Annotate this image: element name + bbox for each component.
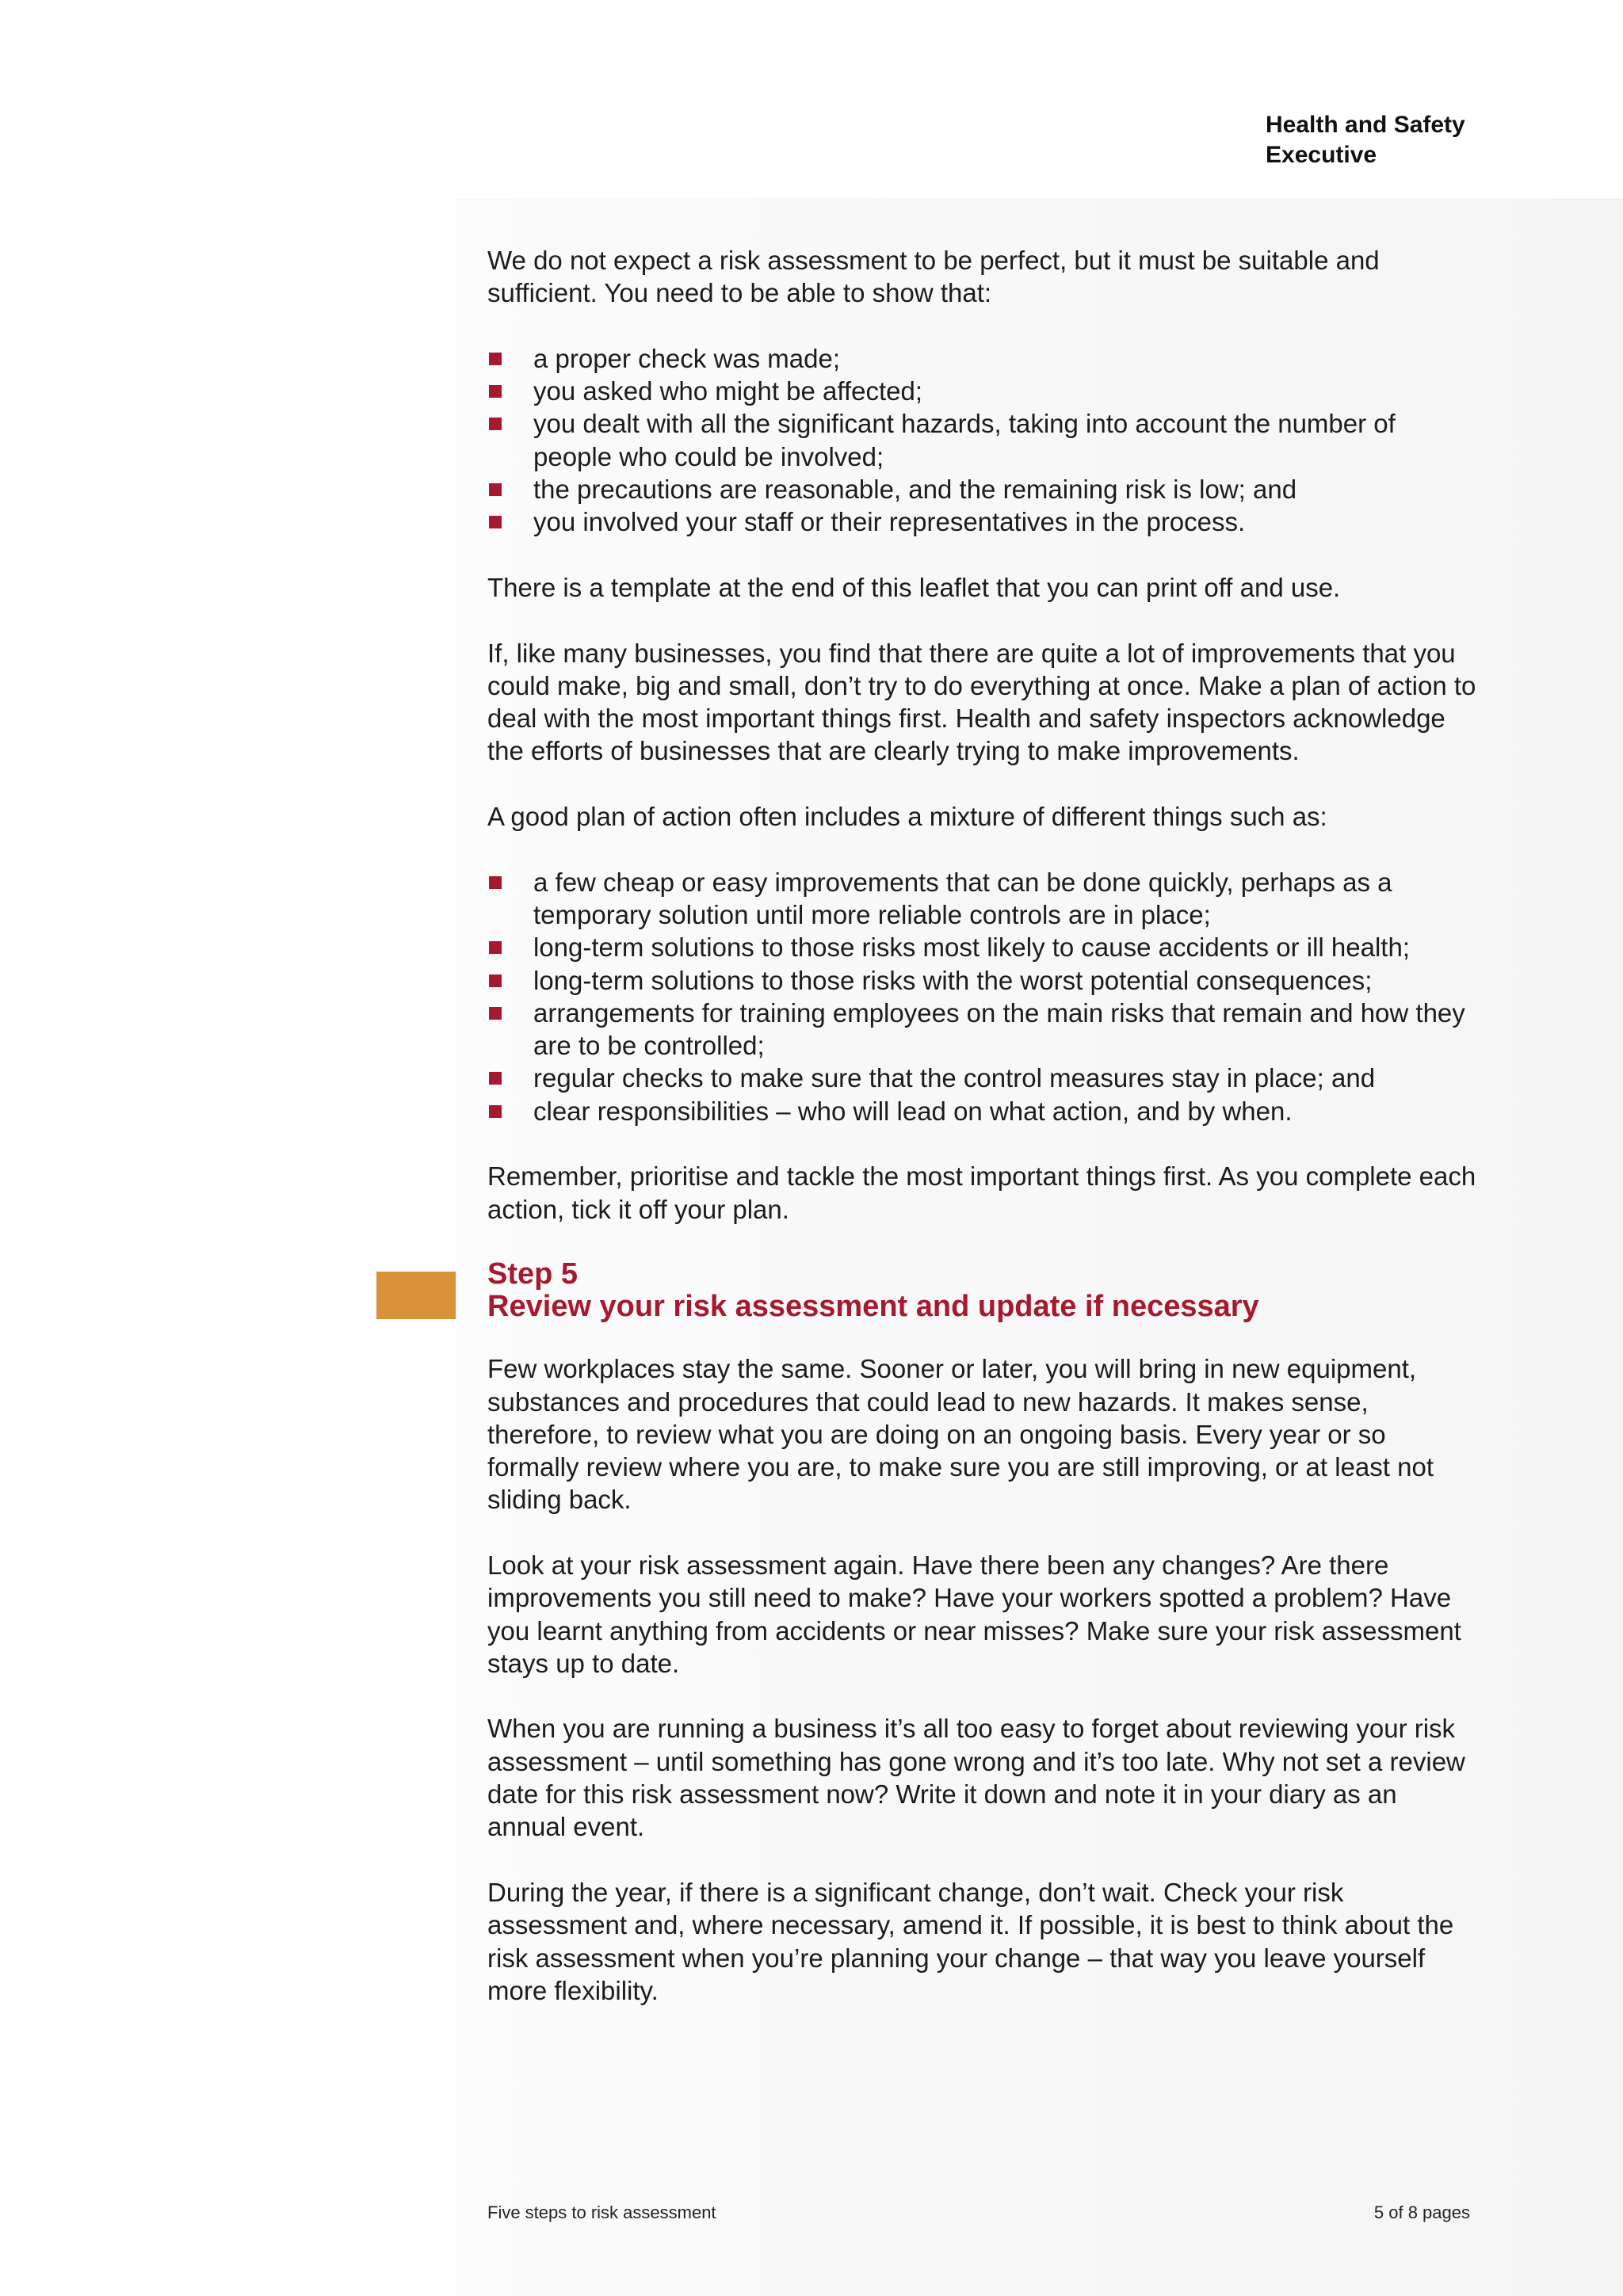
- list-item-text: the precautions are reasonable, and the remaining risk is low; and: [533, 475, 1297, 505]
- list-item-text: you dealt with all the significant hazards, taking into account the number of people who could be involved;: [533, 409, 1396, 471]
- organisation-header: [1266, 110, 1465, 170]
- list-item: [487, 473, 1478, 505]
- review-paragraph-4: During the year, if there is a significant change, don’t wait. Check your risk assessment and, where necessary, amend it. If possible, it is best to think about the risk assessment when you’re planning your change – that way you leave yourself more flexibility.: [487, 1877, 1454, 2005]
- template-paragraph: There is a template at the end of this leaflet that you can print off and use.: [487, 572, 1341, 602]
- organisation-name-line2: Executive: [1266, 142, 1377, 168]
- list-item-text: long-term solutions to those risks most likely to cause accidents or ill health;: [533, 933, 1410, 963]
- list-item-text: regular checks to make sure that the control measures stay in place; and: [533, 1063, 1376, 1093]
- square-bullet-icon: [489, 1105, 502, 1118]
- improvements-paragraph: If, like many businesses, you find that there are quite a lot of improvements that you could make, big and small, don’t try to do everything at once. Make a plan of action to deal with the most important things first. Health and safety inspectors acknowledge the efforts of businesses that are clearly trying to make improvements.: [487, 638, 1476, 766]
- list-item: [487, 375, 1478, 407]
- list-item-text: clear responsibilities – who will lead on what action, and by when.: [533, 1096, 1293, 1126]
- square-bullet-icon: [489, 941, 502, 954]
- list-item: [487, 997, 1478, 1062]
- list-item: [487, 1062, 1478, 1094]
- list-item: [487, 342, 1478, 375]
- list-item: [487, 964, 1478, 997]
- list-item-text: a proper check was made;: [533, 343, 841, 373]
- plan-of-action-list: [487, 866, 1478, 1127]
- list-item-text: you asked who might be affected;: [533, 376, 923, 406]
- square-bullet-icon: [489, 876, 502, 889]
- review-paragraph-2: Look at your risk assessment again. Have there been any changes? Are there improvements you still need to make? Have your workers spotted a problem? Have you learnt anything from accidents or near misses? Make sure your risk assessment stays up to date.: [487, 1550, 1461, 1678]
- list-item: [487, 1095, 1478, 1127]
- main-content: [487, 244, 1478, 2039]
- square-bullet-icon: [489, 353, 502, 365]
- organisation-name-line1: Health and Safety: [1266, 112, 1465, 138]
- square-bullet-icon: [489, 418, 502, 430]
- list-item-text: long-term solutions to those risks with the worst potential consequences;: [533, 965, 1373, 995]
- footer-document-title: Five steps to risk assessment: [487, 2203, 716, 2222]
- intro-paragraph: We do not expect a risk assessment to be perfect, but it must be suitable and sufficient. You need to be able to show that:: [487, 246, 1380, 308]
- step-label: Step 5: [487, 1257, 579, 1291]
- square-bullet-icon: [489, 483, 502, 496]
- list-item-text: you involved your staff or their representatives in the process.: [533, 507, 1246, 537]
- list-item-text: a few cheap or easy improvements that can be done quickly, perhaps as a temporary solution until more reliable controls are in place;: [533, 867, 1392, 929]
- section-title: Review your risk assessment and update if necessary: [487, 1290, 1259, 1324]
- list-item: [487, 866, 1478, 932]
- list-item: [487, 505, 1478, 538]
- list-item: [487, 931, 1478, 963]
- review-paragraph-1: Few workplaces stay the same. Sooner or later, you will bring in new equipment, substances and procedures that could lead to new hazards. It makes sense, therefore, to review what you are doing on an ongoing basis. Every year or so formally review where you are, to make sure you are still improving, or at least not sliding back.: [487, 1354, 1434, 1515]
- plan-of-action-paragraph: A good plan of action often includes a mixture of different things such as:: [487, 802, 1327, 832]
- prioritise-paragraph: Remember, prioritise and tackle the most important things first. As you complete each action, tick it off your plan.: [487, 1161, 1476, 1224]
- square-bullet-icon: [489, 1007, 502, 1020]
- assessment-checklist: [487, 342, 1478, 539]
- footer-page-number: 5 of 8 pages: [1373, 2203, 1470, 2222]
- square-bullet-icon: [489, 385, 502, 398]
- list-item: [487, 407, 1478, 473]
- step-marker-bar: [376, 1272, 456, 1319]
- square-bullet-icon: [489, 516, 502, 528]
- step-5-heading-block: [487, 1258, 1478, 1323]
- square-bullet-icon: [489, 1072, 502, 1085]
- review-paragraph-3: When you are running a business it’s all too easy to forget about reviewing your risk assessment – until something has gone wrong and it’s too late. Why not set a review date for this risk assessment now? Write it down and note it in your diary as an annual event.: [487, 1714, 1465, 1842]
- list-item-text: arrangements for training employees on the main risks that remain and how they are to be controlled;: [533, 997, 1465, 1061]
- square-bullet-icon: [489, 974, 502, 987]
